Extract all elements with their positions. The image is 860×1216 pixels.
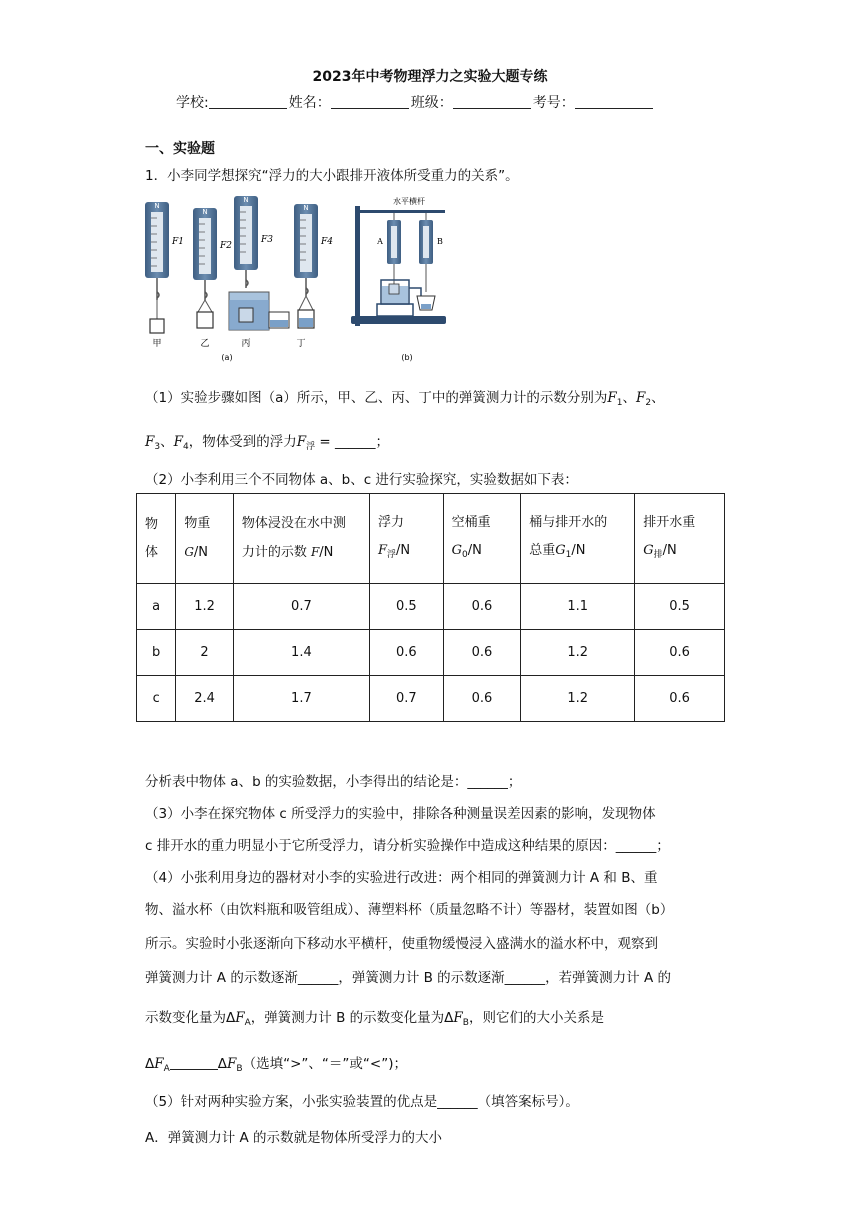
table-cell: 2	[176, 630, 233, 676]
meter1-n: N	[154, 202, 160, 210]
part4-text-e2: ，弹簧测力计 B 的示数变化量为	[250, 1010, 445, 1026]
number-label: 考号：	[532, 95, 575, 111]
student-info-line	[176, 92, 655, 112]
part3-line2: c 排开水的重力明显小于它所受浮力，请分析实验操作中造成这种结果的原因：______；	[145, 838, 670, 854]
table-row	[137, 676, 725, 722]
part4-line3: 所示。实验时小张逐渐向下移动水平横杆，使重物缓慢浸入盛满水的溢水杯中，观察到	[145, 936, 658, 952]
experiment-figure	[145, 192, 585, 367]
class-label: 班级：	[410, 95, 453, 111]
part3-line1: （3）小李在探究物体 c 所受浮力的实验中，排除各种测量误差因素的影响，发现物体	[145, 806, 656, 822]
meter-b-label: B	[437, 237, 443, 246]
table-cell: 1.4	[233, 630, 369, 676]
table-cell: 1.1	[521, 584, 635, 630]
force-label-1: F1	[172, 237, 184, 247]
part2-text: （2）小李利用三个不同物体 a、b、c 进行实验探究，实验数据如下表：	[145, 472, 578, 488]
part1-line1: （1）实验步骤如图（a）所示，甲、乙、丙、丁中的弹簧测力计的示数分别为$F_1$、$F_2$、	[145, 390, 665, 408]
spring-scale-1	[145, 202, 169, 333]
part1-line2: $F_3$、$F_4$，物体受到的浮力$F_浮$ = ______；	[145, 434, 390, 452]
label-jia: 甲	[152, 339, 162, 349]
meter4-n: N	[303, 204, 309, 212]
th-reading: 物体浸没在水中测 力计的示数 F/N	[233, 494, 369, 584]
th-buoyancy: 浮力 $F_浮/N$	[369, 494, 443, 584]
page-title: 2023年中考物理浮力之实验大题专练	[312, 69, 548, 85]
name-blank[interactable]	[331, 94, 409, 109]
bar-label: 水平横杆	[393, 197, 425, 206]
table-cell: 0.7	[233, 584, 369, 630]
table-cell: 1.2	[521, 676, 635, 722]
table-cell: a	[137, 584, 176, 630]
table-row	[137, 584, 725, 630]
th-weight: 物重 G/N	[176, 494, 233, 584]
school-label: 学校:	[176, 95, 209, 111]
analysis-text: 分析表中物体 a、b 的实验数据，小李得出的结论是：______；	[145, 774, 522, 790]
table-cell: 0.6	[443, 630, 521, 676]
label-bing: 丙	[241, 339, 251, 349]
data-table	[136, 493, 725, 722]
table-header-row	[137, 494, 725, 584]
part1-text-a: （1）实验步骤如图（a）所示，甲、乙、丙、丁中的弹簧测力计的示数分别为	[145, 390, 608, 406]
part4-text-e1: 示数变化量为	[145, 1010, 226, 1026]
table-cell: 2.4	[176, 676, 233, 722]
part4-line4: 弹簧测力计 A 的示数逐渐______，弹簧测力计 B 的示数逐渐______，若弹簧测力计 A 的	[145, 970, 671, 986]
school-blank[interactable]	[209, 94, 287, 109]
caption-a: (a)	[221, 353, 233, 362]
force-label-4: F4	[321, 237, 333, 247]
table-cell: 0.5	[635, 584, 725, 630]
part4-text-e3: ，则它们的大小关系是	[468, 1010, 604, 1026]
part1-blank[interactable]: ______；	[335, 434, 390, 450]
part5-text: （5）针对两种实验方案，小张实验装置的优点是______（填答案标号）。	[145, 1094, 579, 1110]
force-label-2: F2	[220, 241, 232, 251]
table-cell: 0.6	[369, 630, 443, 676]
th-empty-bucket: 空桶重 $G_0/N$	[443, 494, 521, 584]
part4-line5: 示数变化量为$\Delta F_A$，弹簧测力计 B 的示数变化量为$\Delta F_B$，则它们的大小关系是	[145, 1010, 604, 1028]
part4-line2: 物、溢水杯（由饮料瓶和吸管组成）、薄塑料杯（质量忽略不计）等器材，装置如图（b）	[145, 902, 674, 918]
spring-scale-2	[193, 208, 217, 328]
table-cell: 1.2	[176, 584, 233, 630]
label-yi: 乙	[200, 339, 210, 349]
caption-b: (b)	[401, 353, 413, 362]
table-cell: 0.6	[635, 676, 725, 722]
part1-text-b: ，物体受到的浮力	[188, 434, 297, 450]
spring-scale-3	[229, 196, 289, 330]
table-cell: c	[137, 676, 176, 722]
label-ding: 丁	[296, 339, 306, 349]
part4-line6: $\Delta F_A$ $\Delta F_B$（选填“>”、“＝”或“<”)；	[145, 1056, 407, 1074]
table-cell: 0.6	[443, 676, 521, 722]
stand-apparatus	[351, 206, 446, 326]
table-cell: 0.6	[635, 630, 725, 676]
table-cell: 0.5	[369, 584, 443, 630]
meter2-n: N	[202, 208, 208, 216]
name-label: 姓名：	[288, 95, 331, 111]
table-cell: b	[137, 630, 176, 676]
spring-scale-4	[294, 204, 318, 328]
option-a[interactable]: A．弹簧测力计 A 的示数就是物体所受浮力的大小	[145, 1130, 443, 1146]
number-blank[interactable]	[575, 94, 653, 109]
section-title: 一、实验题	[145, 141, 215, 157]
th-total: 桶与排开水的 总重$G_1/N$	[521, 494, 635, 584]
table-cell: 0.6	[443, 584, 521, 630]
th-displaced: 排开水重 $G_排/N$	[635, 494, 725, 584]
part4-line1: （4）小张利用身边的器材对小李的实验进行改进：两个相同的弹簧测力计 A 和 B、重	[145, 870, 658, 886]
meter-a-label: A	[377, 237, 383, 246]
table-cell: 1.7	[233, 676, 369, 722]
table-cell: 1.2	[521, 630, 635, 676]
question-stem: 1．小李同学想探究“浮力的大小跟排开液体所受重力的关系”。	[145, 168, 519, 184]
compare-blank[interactable]	[170, 1056, 218, 1070]
table-row	[137, 630, 725, 676]
force-label-3: F3	[261, 235, 273, 245]
th-object: 物 体	[137, 494, 176, 584]
meter3-n: N	[243, 196, 249, 204]
part4-text-f: （选填“>”、“＝”或“<”)；	[242, 1056, 407, 1072]
class-blank[interactable]	[453, 94, 531, 109]
table-cell: 0.7	[369, 676, 443, 722]
